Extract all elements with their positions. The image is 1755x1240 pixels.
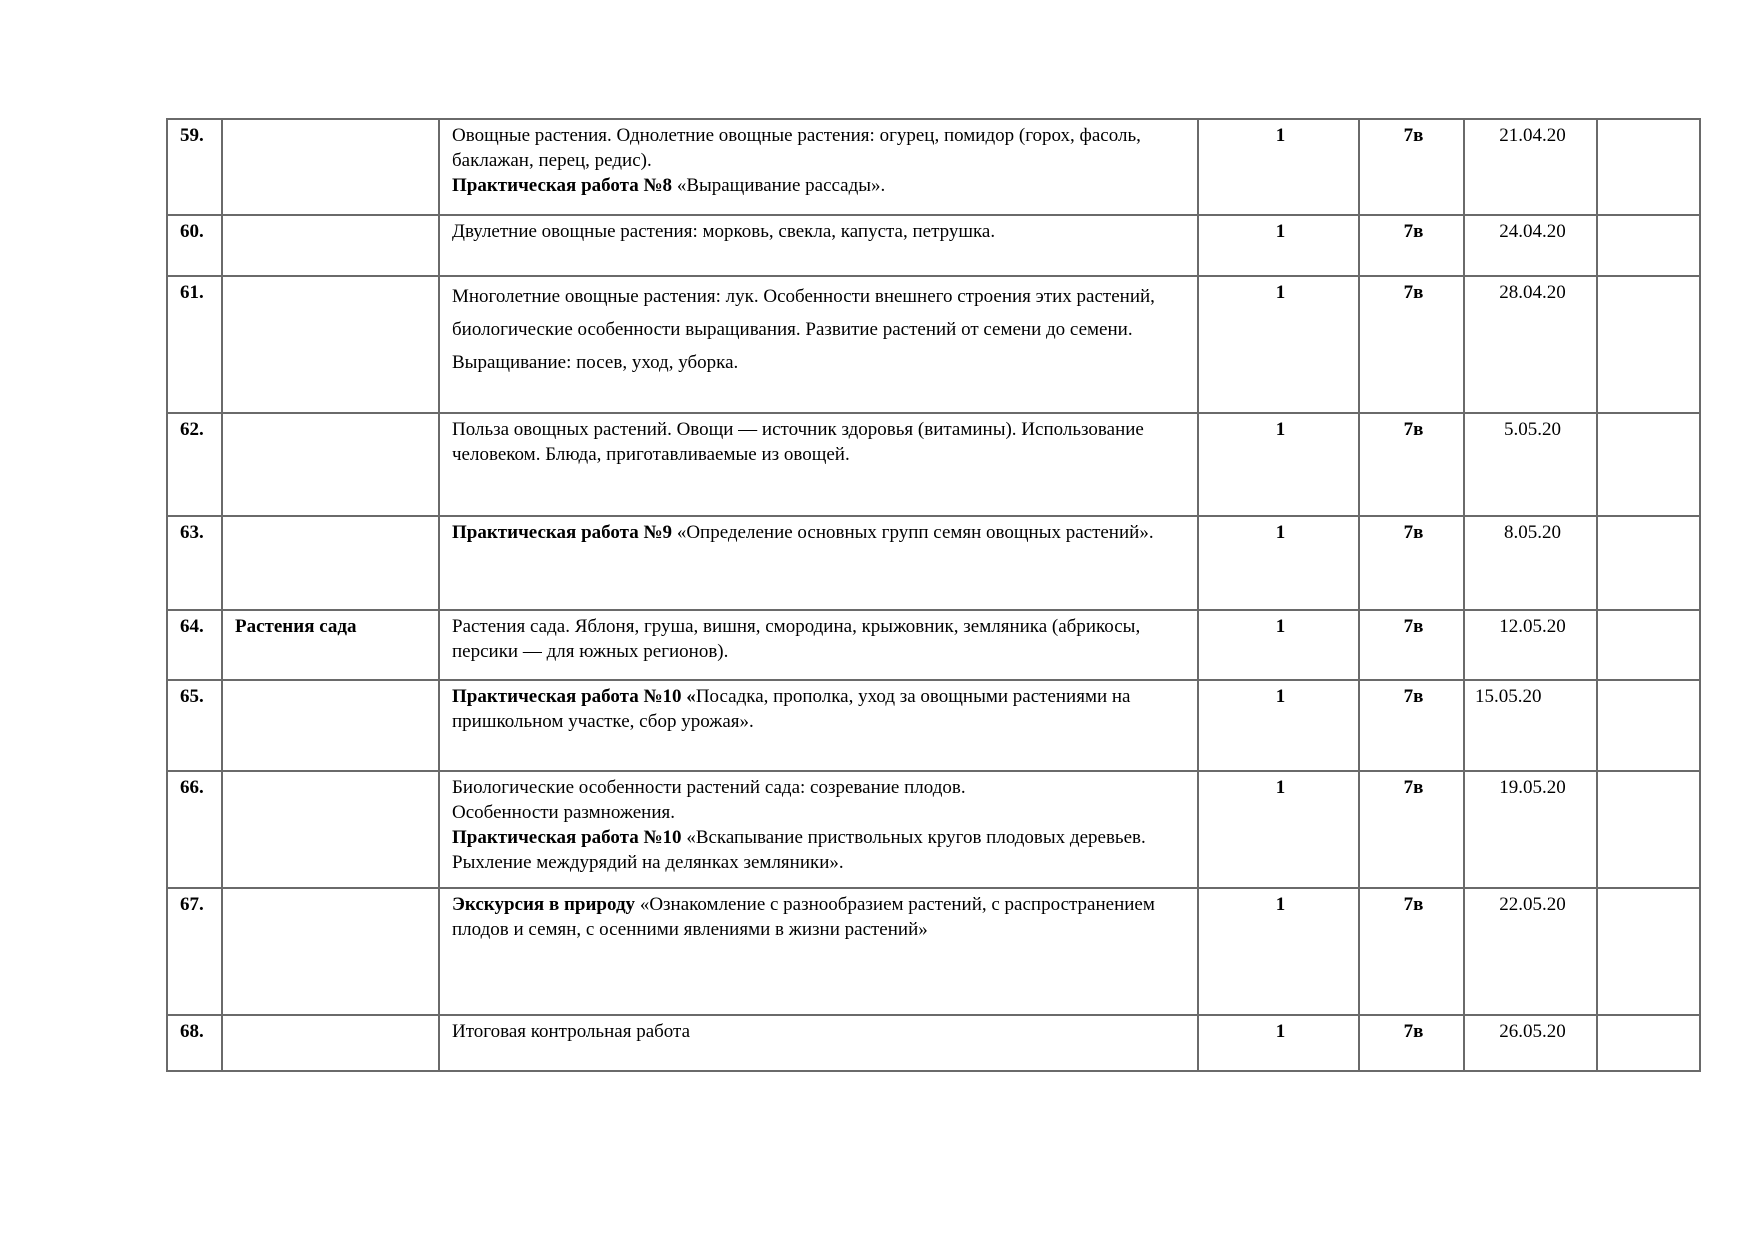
class-cell: 7в [1359, 1015, 1464, 1071]
description-bold-text: Практическая работа №8 [452, 175, 673, 196]
hours-cell: 1 [1198, 1015, 1359, 1071]
hours-cell: 1 [1198, 516, 1359, 610]
notes-cell [1597, 215, 1700, 276]
table-row [167, 1015, 1700, 1071]
section-topic-cell [222, 413, 439, 516]
date-cell: 5.05.20 [1464, 413, 1597, 516]
hours-cell: 1 [1198, 413, 1359, 516]
lesson-description-cell [439, 680, 1198, 771]
date-cell: 15.05.20 [1464, 680, 1597, 771]
date-cell: 26.05.20 [1464, 1015, 1597, 1071]
table-row [167, 276, 1700, 413]
class-cell: 7в [1359, 516, 1464, 610]
notes-cell [1597, 888, 1700, 1015]
class-cell: 7в [1359, 771, 1464, 888]
description-text: Польза овощных растений. Овощи — источник здоровья (витамины). Использование человеком. Блюда, приготавливаемые из овощей. [452, 419, 1144, 465]
hours-cell: 1 [1198, 276, 1359, 413]
section-topic-cell [222, 119, 439, 215]
description-text: Многолетние овощные растения: лук. Особенности внешнего строения этих растений, биологические особенности выращивания. Развитие растений от семени до семени. Выращивание: посев, уход, уборка. [452, 286, 1155, 373]
description-text: «Вскапывание приствольных кругов плодовых деревьев. Рыхление междурядий на делянках земляники». [452, 827, 1146, 873]
description-bold-text: Практическая работа №10 [452, 827, 682, 848]
description-text: Особенности размножения. [452, 802, 675, 823]
table-row [167, 119, 1700, 215]
notes-cell [1597, 276, 1700, 413]
date-cell: 19.05.20 [1464, 771, 1597, 888]
description-text: Биологические особенности растений сада: созревание плодов. [452, 777, 966, 798]
hours-cell: 1 [1198, 680, 1359, 771]
description-bold-text: Практическая работа №10 « [452, 686, 696, 707]
table-row [167, 888, 1700, 1015]
curriculum-table [166, 118, 1701, 1072]
class-cell: 7в [1359, 888, 1464, 1015]
notes-cell [1597, 680, 1700, 771]
description-text: «Выращивание рассады». [672, 175, 886, 196]
section-topic-cell [222, 680, 439, 771]
notes-cell [1597, 413, 1700, 516]
lesson-number-cell: 66. [167, 771, 222, 888]
lesson-description-cell [439, 771, 1198, 888]
date-cell: 28.04.20 [1464, 276, 1597, 413]
lesson-number-cell: 67. [167, 888, 222, 1015]
lesson-description-cell [439, 119, 1198, 215]
hours-cell: 1 [1198, 888, 1359, 1015]
notes-cell [1597, 119, 1700, 215]
table-row [167, 680, 1700, 771]
description-text: Растения сада. Яблоня, груша, вишня, смородина, крыжовник, земляника (абрикосы, персики — для южных регионов). [452, 616, 1141, 662]
lesson-number-cell: 61. [167, 276, 222, 413]
hours-cell: 1 [1198, 610, 1359, 680]
table-row [167, 516, 1700, 610]
description-text: Двулетние овощные растения: морковь, свекла, капуста, петрушка. [452, 221, 996, 242]
date-cell: 21.04.20 [1464, 119, 1597, 215]
table-row [167, 413, 1700, 516]
notes-cell [1597, 516, 1700, 610]
table-body [167, 119, 1700, 1071]
lesson-number-cell: 62. [167, 413, 222, 516]
description-bold-text: Экскурсия в природу [452, 894, 636, 915]
class-cell: 7в [1359, 680, 1464, 771]
date-cell: 8.05.20 [1464, 516, 1597, 610]
class-cell: 7в [1359, 413, 1464, 516]
date-cell: 22.05.20 [1464, 888, 1597, 1015]
class-cell: 7в [1359, 215, 1464, 276]
description-text: «Ознакомление с разнообразием растений, с распространением плодов и семян, с осенними явлениями в жизни растений» [452, 894, 1155, 940]
lesson-description-cell [439, 610, 1198, 680]
description-text: Итоговая контрольная работа [452, 1021, 691, 1042]
lesson-number-cell: 68. [167, 1015, 222, 1071]
hours-cell: 1 [1198, 771, 1359, 888]
table-row [167, 610, 1700, 680]
section-topic-cell [222, 516, 439, 610]
lesson-number-cell: 64. [167, 610, 222, 680]
description-text: Овощные растения. Однолетние овощные растения: огурец, помидор (горох, фасоль, баклажан, перец, редис). [452, 125, 1141, 171]
hours-cell: 1 [1198, 215, 1359, 276]
lesson-description-cell [439, 888, 1198, 1015]
hours-cell: 1 [1198, 119, 1359, 215]
section-topic-cell [222, 276, 439, 413]
notes-cell [1597, 1015, 1700, 1071]
lesson-description-cell [439, 215, 1198, 276]
lesson-number-cell: 59. [167, 119, 222, 215]
date-cell: 12.05.20 [1464, 610, 1597, 680]
lesson-description-cell [439, 276, 1198, 413]
section-topic-cell [222, 888, 439, 1015]
lesson-description-cell [439, 1015, 1198, 1071]
class-cell: 7в [1359, 276, 1464, 413]
lesson-description-cell [439, 516, 1198, 610]
section-topic-cell [222, 1015, 439, 1071]
section-topic-cell: Растения сада [222, 610, 439, 680]
lesson-description-cell [439, 413, 1198, 516]
description-bold-text: Практическая работа №9 [452, 522, 673, 543]
table-row [167, 771, 1700, 888]
lesson-number-cell: 65. [167, 680, 222, 771]
notes-cell [1597, 610, 1700, 680]
lesson-number-cell: 63. [167, 516, 222, 610]
table-row [167, 215, 1700, 276]
class-cell: 7в [1359, 119, 1464, 215]
lesson-number-cell: 60. [167, 215, 222, 276]
section-topic-cell [222, 771, 439, 888]
notes-cell [1597, 771, 1700, 888]
section-topic-cell [222, 215, 439, 276]
date-cell: 24.04.20 [1464, 215, 1597, 276]
description-text: «Определение основных групп семян овощных растений». [672, 522, 1154, 543]
class-cell: 7в [1359, 610, 1464, 680]
description-text: Посадка, прополка, уход за овощными растениями на пришкольном участке, сбор урожая». [452, 686, 1131, 732]
